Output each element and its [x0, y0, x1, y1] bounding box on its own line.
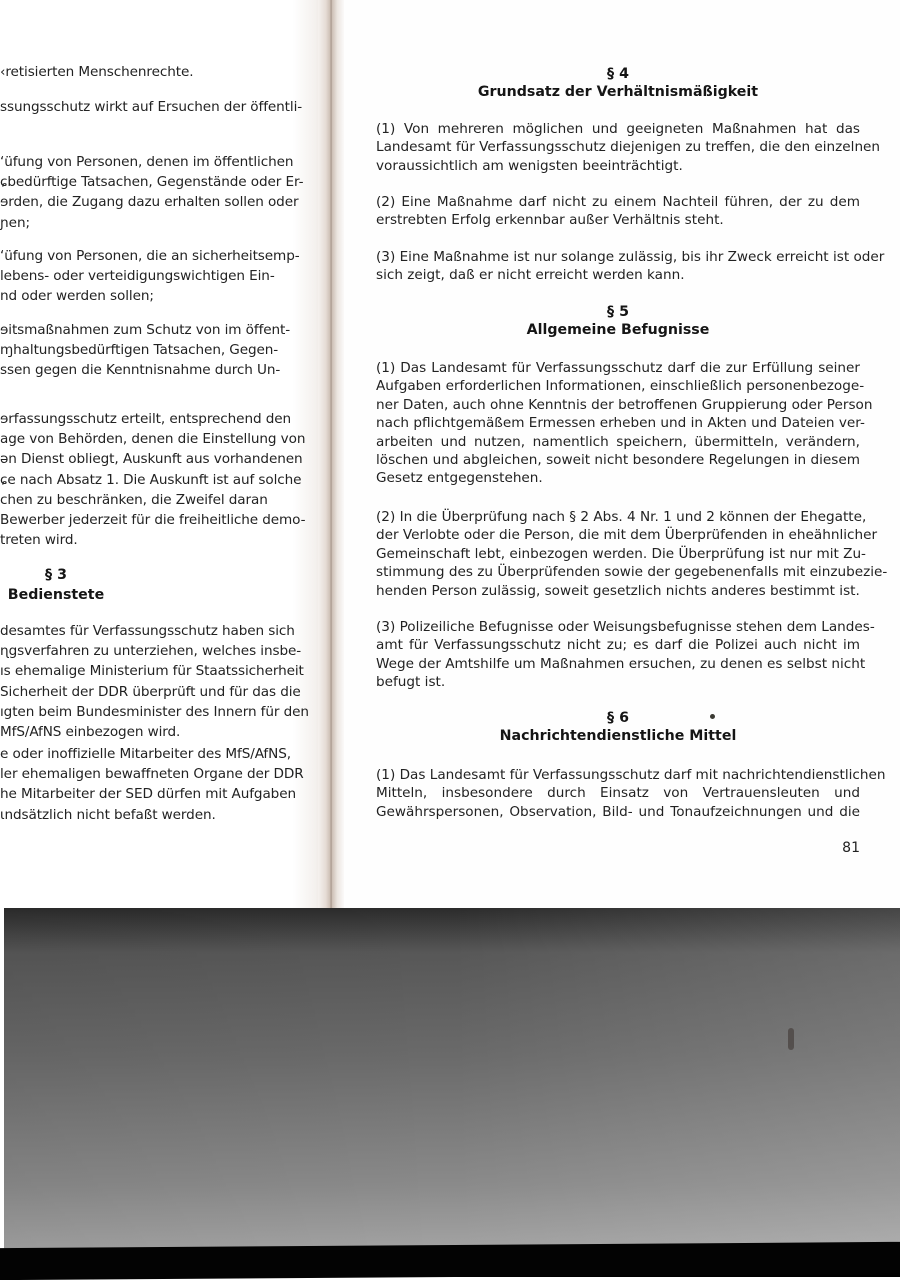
section-5-para-2 [376, 508, 888, 600]
text-line: ɳgsverfahren zu unterziehen, welches insbe- [0, 643, 302, 660]
text-line: Sicherheit der DDR überprüft und für das die [0, 683, 301, 700]
text-line: (1) Von mehreren möglichen und geeigneten Maßnahmen hat das [376, 121, 860, 137]
section-4-heading [376, 65, 860, 101]
book-spine [318, 0, 344, 908]
section-4-number: § 4 [607, 66, 629, 82]
text-line: voraussichtlich am wenigsten beeinträchtigt. [376, 157, 683, 174]
text-line: Gesetz entgegenstehen. [376, 470, 543, 487]
text-line: ɕe nach Absatz 1. Die Auskunft ist auf solche [0, 471, 302, 488]
text-line: ‘üfung von Personen, denen im öffentlichen [0, 154, 294, 170]
ink-speck [710, 714, 715, 719]
text-line: erstrebten Erfolg erkennbar außer Verhältnis steht. [376, 212, 724, 229]
section-3-number: § 3 [45, 567, 67, 583]
text-line: treten wird. [0, 532, 78, 549]
text-line: ‹retisierten Menschenrechte. [0, 64, 194, 80]
section-6-title: Nachrichtendienstliche Mittel [499, 728, 737, 744]
left-fragment-3 [0, 152, 303, 233]
text-line: amt für Verfassungsschutz nicht zu; es darf die Polizei auch nicht im [376, 637, 860, 654]
scanner-black-band [0, 1242, 900, 1280]
text-line: stimmung des zu Überprüfenden sowie der gegebenenfalls mit einzubezie- [376, 564, 888, 581]
text-line: ıgten beim Bundesminister des Innern für den [0, 703, 309, 720]
text-line: Bewerber jederzeit für die freiheitliche demo- [0, 512, 306, 529]
text-line: nd oder werden sollen; [0, 288, 154, 305]
section-5-heading [376, 303, 860, 339]
text-line: ıs ehemalige Ministerium für Staatssicherheit [0, 663, 304, 680]
text-line: ɩndsätzlich nicht befaßt werden. [0, 806, 216, 823]
text-line: Aufgaben erforderlichen Informationen, einschließlich personenbezoge- [376, 378, 865, 395]
text-line: arbeiten und nutzen, namentlich speichern, übermitteln, verändern, [376, 433, 860, 450]
section-4-para-3 [376, 248, 885, 285]
text-line: ɘrfassungsschutz erteilt, entsprechend den [0, 411, 292, 427]
text-line: Wege der Amtshilfe um Maßnahmen ersuchen, zu denen es selbst nicht [376, 655, 866, 672]
text-line: Mitteln, insbesondere durch Einsatz von Vertrauensleuten und [376, 785, 860, 802]
section-6-number: § 6 [607, 710, 629, 726]
text-line: ner Daten, auch ohne Kenntnis der betroffenen Gruppierung oder Person [376, 396, 873, 413]
text-line: ɱhaltungsbedürftigen Tatsachen, Gegen- [0, 342, 279, 359]
section-5-para-1 [376, 359, 873, 488]
left-fragment-1 [0, 62, 193, 82]
text-line: e oder inoffizielle Mitarbeiter des MfS/AfNS, [0, 746, 291, 762]
text-line: ssen gegen die Kenntnisnahme durch Un- [0, 362, 281, 379]
text-line: lebens- oder verteidigungswichtigen Ein- [0, 268, 275, 285]
text-line: befugt ist. [376, 674, 446, 691]
text-line: Gemeinschaft lebt, einbezogen werden. Die Überprüfung ist nur mit Zu- [376, 545, 866, 562]
text-line: henden Person zulässig, soweit gesetzlich nichts anderes bestimmt ist. [376, 582, 860, 599]
scanner-smudge [788, 1028, 794, 1050]
page-number: 81 [842, 840, 860, 856]
section-3-title: Bedienstete [7, 587, 105, 603]
text-line: (2) Eine Maßnahme darf nicht zu einem Nachteil führen, der zu dem [376, 194, 860, 210]
section-6-para-1 [376, 766, 886, 821]
text-line: löschen und abgleichen, soweit nicht besondere Regelungen in diesem [376, 451, 860, 468]
text-line: sich zeigt, daß er nicht erreicht werden kann. [376, 267, 685, 284]
text-line: (1) Das Landesamt für Verfassungsschutz darf mit nachrichtendienstlichen [376, 767, 886, 783]
text-line: ən Dienst obliegt, Auskunft aus vorhandenen [0, 451, 303, 468]
text-line: chen zu beschränken, die Zweifel daran [0, 491, 268, 508]
text-line: ler ehemaligen bewaffneten Organe der DDR [0, 766, 304, 783]
left-fragment-6 [0, 409, 305, 550]
section-4-para-2 [376, 193, 860, 230]
text-line: ɘitsmaßnahmen zum Schutz von im öffent- [0, 322, 291, 338]
text-line: ‘üfung von Personen, die an sicherheitsemp- [0, 248, 300, 264]
section-5-number: § 5 [607, 304, 629, 320]
text-line: Gewährspersonen, Observation, Bild- und Tonaufzeichnungen und die [376, 803, 860, 820]
left-fragment-2 [0, 97, 302, 117]
scanner-sheen [0, 908, 900, 1248]
right-page [344, 0, 900, 908]
section-5-para-3 [376, 618, 875, 692]
text-line: (3) Eine Maßnahme ist nur solange zulässig, bis ihr Zweck erreicht ist oder [376, 249, 885, 265]
scan-edge [0, 908, 4, 1277]
section-6-heading [376, 709, 860, 745]
text-line: (3) Polizeiliche Befugnisse oder Weisungsbefugnisse stehen dem Landes- [376, 619, 875, 635]
text-line: ɲen; [0, 214, 30, 231]
text-line: der Verlobte oder die Person, die mit dem Überprüfenden in eheähnlicher [376, 527, 878, 544]
section-3-heading [0, 565, 112, 605]
left-fragment-5 [0, 320, 290, 381]
left-fragment-4 [0, 246, 300, 307]
section-5-title: Allgemeine Befugnisse [526, 322, 710, 338]
text-line: Landesamt für Verfassungsschutz diejenigen zu treffen, die den einzelnen [376, 139, 881, 156]
text-line: ɕbedürftige Tatsachen, Gegenstände oder Er- [0, 174, 304, 191]
text-line: (1) Das Landesamt für Verfassungsschutz darf die zur Erfüllung seiner [376, 360, 860, 376]
text-line: (2) In die Überprüfung nach § 2 Abs. 4 Nr. 1 und 2 können der Ehegatte, [376, 509, 867, 525]
text-line: he Mitarbeiter der SED dürfen mit Aufgaben [0, 786, 296, 803]
text-line: desamtes für Verfassungsschutz haben sich [0, 623, 295, 639]
section-4-title: Grundsatz der Verhältnismäßigkeit [477, 84, 759, 100]
left-fragment-8 [0, 744, 304, 825]
left-page [0, 0, 325, 908]
scanner-background [0, 908, 900, 1277]
text-line: nach pflichtgemäßem Ermessen erheben und in Akten und Dateien ver- [376, 415, 865, 432]
text-line: age von Behörden, denen die Einstellung von [0, 431, 306, 448]
text-line: MfS/AfNS einbezogen wird. [0, 724, 181, 741]
text-line: ssungsschutz wirkt auf Ersuchen der öffentli- [0, 99, 303, 115]
left-fragment-7 [0, 621, 309, 742]
section-4-para-1 [376, 120, 881, 175]
text-line: ɘrden, die Zugang dazu erhalten sollen oder [0, 194, 299, 211]
